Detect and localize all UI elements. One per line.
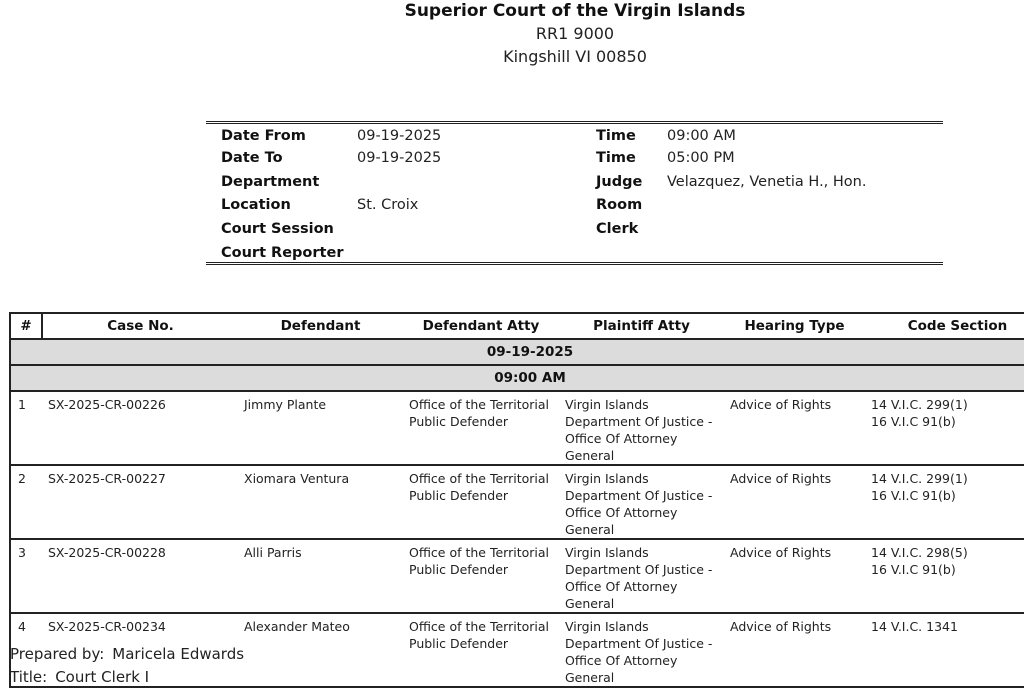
column-header-number: #: [10, 313, 42, 339]
time-to-label: Time: [596, 150, 636, 166]
defendant-attorney: Office of the Territorial Public Defender: [403, 613, 559, 687]
judge-label: Judge: [596, 174, 643, 190]
column-header-defendant: Defendant: [238, 313, 403, 339]
row-number: 1: [10, 391, 42, 465]
code-section-line-1: 14 V.I.C. 1341: [871, 619, 958, 634]
prepared-by-name: Maricela Edwards: [112, 645, 245, 663]
column-header-defendant-atty: Defendant Atty: [403, 313, 559, 339]
group-time-row: [10, 365, 1024, 391]
column-header-case-no: Case No.: [42, 313, 238, 339]
plaintiff-attorney: Virgin Islands Department Of Justice - Office Of Attorney General: [559, 391, 724, 465]
location-value: St. Croix: [357, 197, 419, 213]
case-number: SX-2025-CR-00226: [42, 391, 238, 465]
defendant-attorney: Office of the Territorial Public Defender: [403, 465, 559, 539]
group-time: 09:00 AM: [10, 365, 1024, 391]
case-number: SX-2025-CR-00228: [42, 539, 238, 613]
row-number: 4: [10, 613, 42, 687]
prepared-by-label: Prepared by:: [10, 645, 105, 663]
table-row: [10, 465, 1024, 539]
defendant-name: Xiomara Ventura: [238, 465, 403, 539]
department-label: Department: [221, 174, 320, 190]
column-header-code-section: Code Section: [865, 313, 1024, 339]
code-section-line-1: 14 V.I.C. 299(1): [871, 397, 968, 412]
code-section: [865, 465, 1024, 539]
title-line: [10, 668, 149, 686]
title-value: Court Clerk I: [55, 668, 150, 686]
clerk-label: Clerk: [596, 221, 639, 237]
case-number: SX-2025-CR-00234: [42, 613, 238, 687]
defendant-name: Jimmy Plante: [238, 391, 403, 465]
plaintiff-attorney: Virgin Islands Department Of Justice - Office Of Attorney General: [559, 465, 724, 539]
code-section-line-2: 16 V.I.C 91(b): [871, 562, 956, 577]
code-section: [865, 391, 1024, 465]
address-line-2: Kingshill VI 00850: [503, 47, 647, 66]
prepared-by-line: [10, 645, 244, 663]
court-session-label: Court Session: [221, 221, 334, 237]
address-line-1: RR1 9000: [535, 24, 615, 43]
code-section-line-2: 16 V.I.C 91(b): [871, 414, 956, 429]
case-number: SX-2025-CR-00227: [42, 465, 238, 539]
code-section-line-1: 14 V.I.C. 298(5): [871, 545, 968, 560]
column-header-hearing-type: Hearing Type: [724, 313, 865, 339]
hearing-type: Advice of Rights: [724, 465, 865, 539]
code-section: [865, 613, 1024, 687]
group-date-row: [10, 339, 1024, 365]
court-name: Superior Court of the Virgin Islands: [404, 1, 746, 21]
table-row: [10, 539, 1024, 613]
date-from-label: Date From: [221, 128, 306, 144]
table-row: [10, 391, 1024, 465]
court-reporter-label: Court Reporter: [221, 245, 344, 261]
time-from-label: Time: [596, 128, 636, 144]
row-number: 3: [10, 539, 42, 613]
group-date: 09-19-2025: [10, 339, 1024, 365]
session-info-box: [206, 121, 943, 265]
date-to-label: Date To: [221, 150, 283, 166]
hearing-type: Advice of Rights: [724, 391, 865, 465]
defendant-name: Alli Parris: [238, 539, 403, 613]
location-label: Location: [221, 197, 291, 213]
date-from-value: 09-19-2025: [357, 128, 442, 144]
code-section-line-1: 14 V.I.C. 299(1): [871, 471, 968, 486]
plaintiff-attorney: Virgin Islands Department Of Justice - Office Of Attorney General: [559, 539, 724, 613]
report-header: [0, 0, 1024, 68]
code-section-line-2: 16 V.I.C 91(b): [871, 488, 956, 503]
row-number: 2: [10, 465, 42, 539]
defendant-name: Alexander Mateo: [238, 613, 403, 687]
column-header-plaintiff-atty: Plaintiff Atty: [559, 313, 724, 339]
case-schedule-table: [9, 312, 1024, 688]
judge-value: Velazquez, Venetia H., Hon.: [667, 174, 867, 190]
date-to-value: 09-19-2025: [357, 150, 442, 166]
hearing-type: Advice of Rights: [724, 613, 865, 687]
table-header-row: [10, 313, 1024, 339]
defendant-attorney: Office of the Territorial Public Defender: [403, 539, 559, 613]
plaintiff-attorney: Virgin Islands Department Of Justice - Office Of Attorney General: [559, 613, 724, 687]
room-label: Room: [596, 197, 643, 213]
time-to-value: 05:00 PM: [667, 150, 735, 166]
code-section: [865, 539, 1024, 613]
title-label: Title:: [10, 668, 48, 686]
defendant-attorney: Office of the Territorial Public Defender: [403, 391, 559, 465]
time-from-value: 09:00 AM: [667, 128, 736, 144]
hearing-type: Advice of Rights: [724, 539, 865, 613]
